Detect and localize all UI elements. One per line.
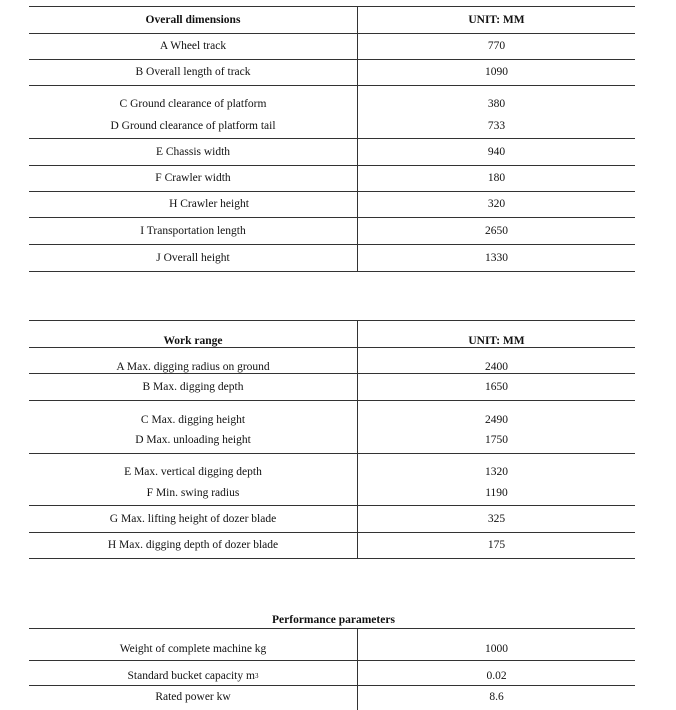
rule: [29, 628, 635, 629]
table-row: [29, 33, 635, 59]
row-value: 0.02: [486, 670, 507, 682]
row-label-with-unit: Standard bucket capacity m 3: [127, 670, 259, 682]
row-label: A Wheel track: [159, 40, 227, 52]
row-value: 325: [487, 512, 506, 525]
row-label: Weight of complete machine kg: [119, 643, 267, 655]
table-row: [29, 217, 635, 244]
row-label: J Overall height: [156, 251, 230, 264]
row-label: Standard bucket capacity m: [127, 670, 255, 682]
table-row: [29, 505, 635, 532]
row-value: 2490: [485, 414, 508, 426]
row-label: H Crawler height: [169, 198, 249, 210]
row-value: 770: [487, 40, 506, 52]
row-value: 1090: [485, 66, 508, 78]
row-label: C Ground clearance of platform: [119, 98, 267, 110]
row-value: 1190: [485, 487, 508, 499]
row-value: 320: [487, 198, 506, 210]
column-header-unit: UNIT: MM: [468, 335, 525, 347]
overall-dimensions-table: [29, 6, 635, 272]
row-label: E Max. vertical digging depth: [124, 466, 262, 478]
work-range-table: [29, 320, 635, 559]
table-header-row: [29, 6, 635, 33]
row-value: 1750: [485, 434, 508, 446]
row-value: 380: [487, 98, 506, 110]
table-row: [29, 665, 635, 687]
rule: [29, 85, 635, 86]
table-row: [29, 482, 635, 504]
table-row: [29, 686, 635, 708]
table-row: [29, 638, 635, 660]
row-label: D Ground clearance of platform tail: [110, 120, 276, 132]
row-value: 175: [487, 539, 506, 551]
row-label: A Max. digging radius on ground: [116, 360, 270, 373]
table-row: [29, 532, 635, 558]
row-value: 1000: [485, 643, 508, 655]
row-value: 8.6: [489, 691, 504, 703]
rule: [29, 271, 635, 272]
table-row: [29, 59, 635, 85]
row-label: E Chassis width: [155, 145, 231, 158]
rule: [29, 453, 635, 454]
row-value: 940: [487, 145, 506, 158]
table-row: [29, 138, 635, 165]
row-label: I Transportation length: [140, 224, 246, 237]
row-label: B Max. digging depth: [142, 380, 244, 393]
rule: [29, 558, 635, 559]
row-value: 1320: [485, 466, 508, 478]
table-row: [29, 376, 635, 397]
column-header-label: Overall dimensions: [145, 13, 241, 26]
table-row: [29, 356, 635, 377]
column-header-unit: UNIT: MM: [468, 13, 525, 26]
table-row: [29, 461, 635, 483]
row-label: Rated power kw: [155, 691, 231, 703]
rule: [29, 400, 635, 401]
row-value: 180: [487, 172, 506, 184]
table-header-row: [29, 328, 635, 354]
row-value: 1650: [485, 380, 508, 393]
row-label: C Max. digging height: [140, 414, 246, 426]
row-label: F Min. swing radius: [146, 487, 240, 499]
table-row: [29, 244, 635, 271]
row-value: 1330: [485, 251, 508, 264]
column-header-label: Work range: [163, 335, 223, 347]
row-label: G Max. lifting height of dozer blade: [109, 512, 277, 525]
table-row: [29, 115, 635, 137]
table-row: [29, 165, 635, 191]
rule: [29, 320, 635, 321]
row-label: D Max. unloading height: [135, 434, 251, 446]
rule: [29, 660, 635, 661]
table-row: [29, 191, 635, 217]
performance-title: Performance parameters: [272, 614, 395, 626]
row-label: B Overall length of track: [135, 66, 251, 78]
row-label: F Crawler width: [155, 172, 231, 184]
row-label: H Max. digging depth of dozer blade: [107, 539, 279, 551]
table-row: [29, 93, 635, 115]
performance-table: [29, 628, 635, 710]
row-value: 733: [487, 120, 506, 132]
table-row: [29, 429, 635, 451]
row-value: 2650: [485, 224, 508, 237]
row-value: 2400: [485, 360, 508, 373]
table-row: [29, 409, 635, 431]
